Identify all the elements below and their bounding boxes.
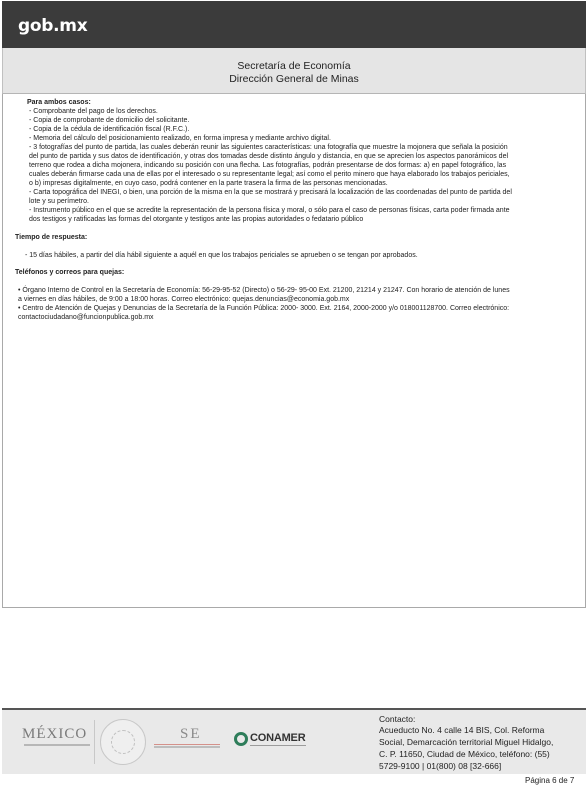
contact-address-line: C. P. 11650, Ciudad de México, teléfono: (55) xyxy=(379,749,550,759)
requirement-line: - Comprobante del pago de los derechos. xyxy=(29,108,158,115)
mexico-logo-underline xyxy=(24,744,90,746)
requirement-line: - Instrumento público en el que se acredite la representación de la persona física y moral, o sólo para el caso de personas físicas, carta poder firmada ante xyxy=(29,207,510,214)
complaint-line: a viernes en días hábiles, de 9:00 a 18:00 horas. Correo electrónico: quejas.denuncias@economia.gob.mx xyxy=(18,296,350,303)
gobmx-logo[interactable]: gob.mx xyxy=(18,16,88,36)
complaints-heading: Teléfonos y correos para quejas: xyxy=(15,269,125,276)
requirement-line: del punto de partida y sus datos de identificación, y otras dos tomadas desde distinto ángulo y distancia, en que se aprecien los aspectos panorámicos del xyxy=(29,153,509,160)
se-logo-underline xyxy=(154,746,220,748)
mexico-logo: MÉXICO xyxy=(22,726,88,742)
complaint-line: • Centro de Atención de Quejas y Denuncias de la Secretaría de la Función Pública: 2000- 3000. Ext. 2164, 2000-2000 y/o 018001128700. Correo electrónico: xyxy=(18,305,510,312)
se-logo: SE xyxy=(180,726,202,742)
directorate-title: Dirección General de Minas xyxy=(229,73,359,85)
ministry-title: Secretaría de Economía xyxy=(237,60,351,72)
heading-both-cases: Para ambos casos: xyxy=(27,99,91,106)
requirement-line: terreno que rodea a dicha mojonera, indicando su posición con una flecha. Las fotografías, podrán presentarse de dos formas: a) en papel fotográfico, las xyxy=(29,162,507,169)
requirement-line: o b) impresas digitalmente, en cuyo caso, podrá contener en la parte trasera la firma de las personas mencionadas. xyxy=(29,180,388,187)
requirement-line: lote y su perímetro. xyxy=(29,198,89,205)
document-footer xyxy=(2,710,586,774)
page-number: Página 6 de 7 xyxy=(525,776,575,785)
contact-address-line: Acueducto No. 4 calle 14 BIS, Col. Reforma xyxy=(379,725,545,735)
top-navbar xyxy=(2,1,586,48)
se-logo-rule xyxy=(154,744,220,745)
requirement-line: - Memoria del cálculo del posicionamiento realizado, en forma impresa y mediante archivo digital. xyxy=(29,135,331,142)
requirement-line: - 3 fotografías del punto de partida, las cuales deberán reunir las siguientes características: una fotografía que muestre la mojonera que señala la posición xyxy=(29,144,508,151)
contact-address-line: Social, Demarcación territorial Miguel Hidalgo, xyxy=(379,737,554,747)
national-seal-icon xyxy=(100,719,146,765)
logo-divider xyxy=(94,720,95,764)
document-header xyxy=(2,48,586,94)
requirement-line: - Carta topográfica del INEGI, o bien, una porción de la misma en la que se mostrará y precisará la localización de las coordenadas del punto de partida del xyxy=(29,189,512,196)
requirement-line: dos testigos y ratificadas las formas del otorgante y testigos ante las propias autoridades o fedatario público xyxy=(29,216,364,223)
complaint-line: • Órgano Interno de Control en la Secretaría de Economía: 56-29-95-52 (Directo) o 56-29- 95-00 Ext. 21200, 21214 y 21247. Con horario de atención de lunes xyxy=(18,287,510,294)
contact-phone-line: 5729-9100 | 01(800) 08 [32-666] xyxy=(379,761,502,771)
conamer-emblem-icon xyxy=(234,732,248,746)
requirement-line: - Copia de comprobante de domicilio del solicitante. xyxy=(29,117,190,124)
requirement-line: cuales deberán firmarse cada una de ellas por el interesado o su representante legal; así como el perito minero que haya elaborado los trabajos periciales, xyxy=(29,171,510,178)
contact-title: Contacto: xyxy=(379,714,416,724)
complaint-line: contactociudadano@funcionpublica.gob.mx xyxy=(18,314,154,321)
response-time-heading: Tiempo de respuesta: xyxy=(15,234,88,241)
conamer-logo-underline xyxy=(250,745,306,746)
response-time-text: - 15 días hábiles, a partir del día hábil siguiente a aquél en que los trabajos periciales se aprueben o se tengan por aprobados. xyxy=(25,252,418,259)
requirement-line: - Copia de la cédula de identificación fiscal (R.F.C.). xyxy=(29,126,190,133)
conamer-logo: CONAMER xyxy=(250,732,306,744)
document-body xyxy=(2,94,586,608)
